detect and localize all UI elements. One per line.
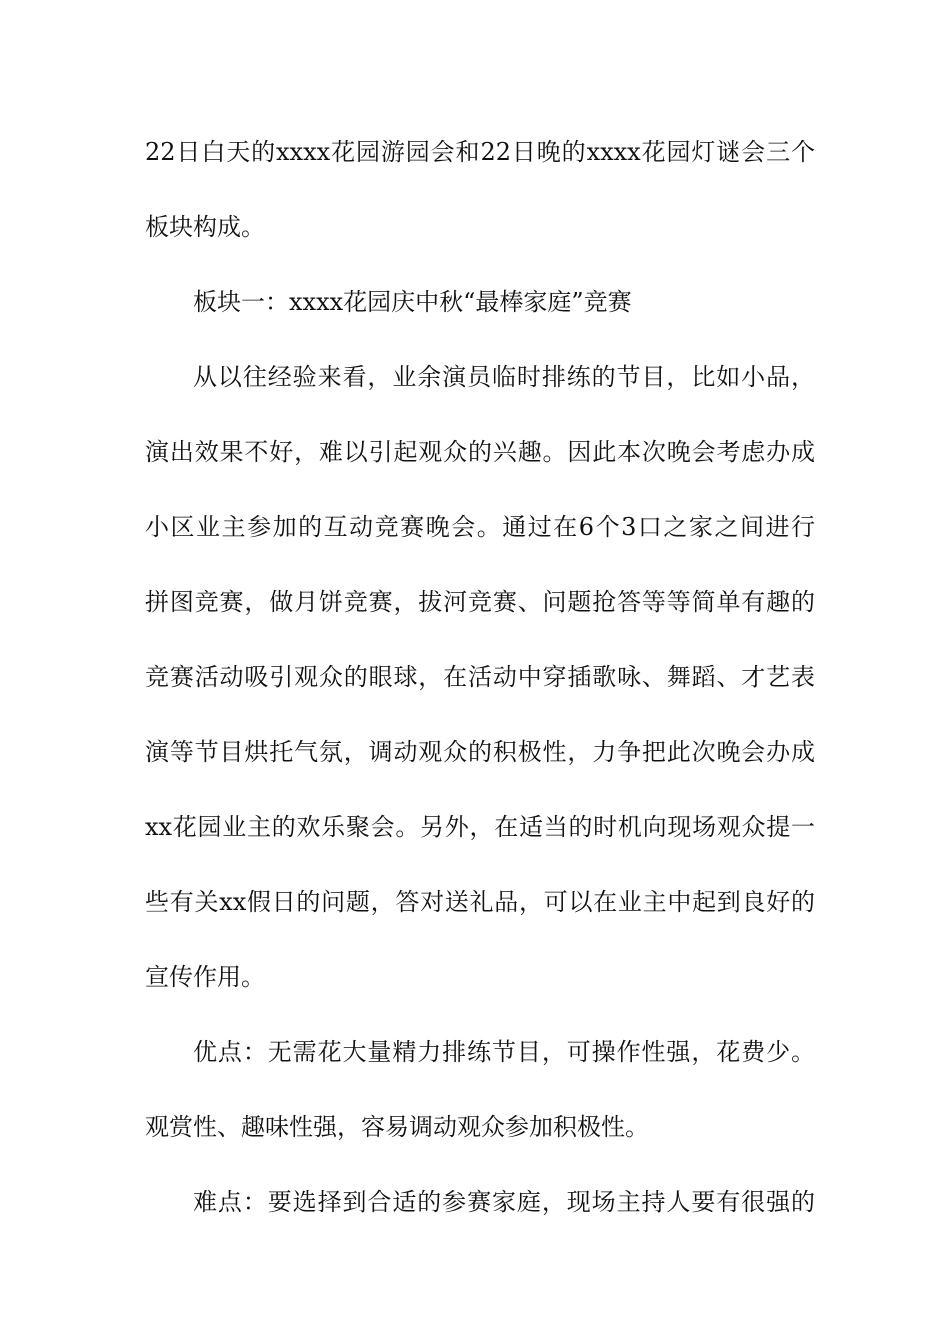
text-line-1: 22日白天的xxxx花园游园会和22日晚的xxxx花园灯谜会三个	[145, 138, 815, 166]
section-heading: 板块一：xxxx花园庆中秋“最棒家庭”竞赛	[193, 288, 632, 316]
text-line-11: 些有关xx假日的问题，答对送礼品，可以在业主中起到良好的	[145, 888, 815, 916]
text-line-2: 板块构成。	[145, 213, 265, 241]
text-line-6: 小区业主参加的互动竞赛晚会。通过在6个3口之家之间进行	[145, 513, 815, 541]
advantages-line: 优点：无需花大量精力排练节目，可操作性强，花费少。	[193, 1038, 815, 1066]
text-line-8: 竞赛活动吸引观众的眼球，在活动中穿插歌咏、舞蹈、才艺表	[145, 663, 815, 691]
text-line-4: 从以往经验来看，业余演员临时排练的节目，比如小品，	[193, 363, 815, 391]
text-line-12: 宣传作用。	[145, 963, 265, 991]
text-line-14: 观赏性、趣味性强，容易调动观众参加积极性。	[145, 1113, 649, 1141]
text-line-5: 演出效果不好，难以引起观众的兴趣。因此本次晚会考虑办成	[145, 438, 815, 466]
difficulties-line: 难点：要选择到合适的参赛家庭，现场主持人要有很强的	[193, 1188, 815, 1216]
text-line-7: 拼图竞赛，做月饼竞赛，拔河竞赛、问题抢答等等简单有趣的	[145, 588, 815, 616]
text-line-9: 演等节目烘托气氛，调动观众的积极性，力争把此次晚会办成	[145, 738, 815, 766]
text-line-10: xx花园业主的欢乐聚会。另外，在适当的时机向现场观众提一	[145, 813, 815, 841]
